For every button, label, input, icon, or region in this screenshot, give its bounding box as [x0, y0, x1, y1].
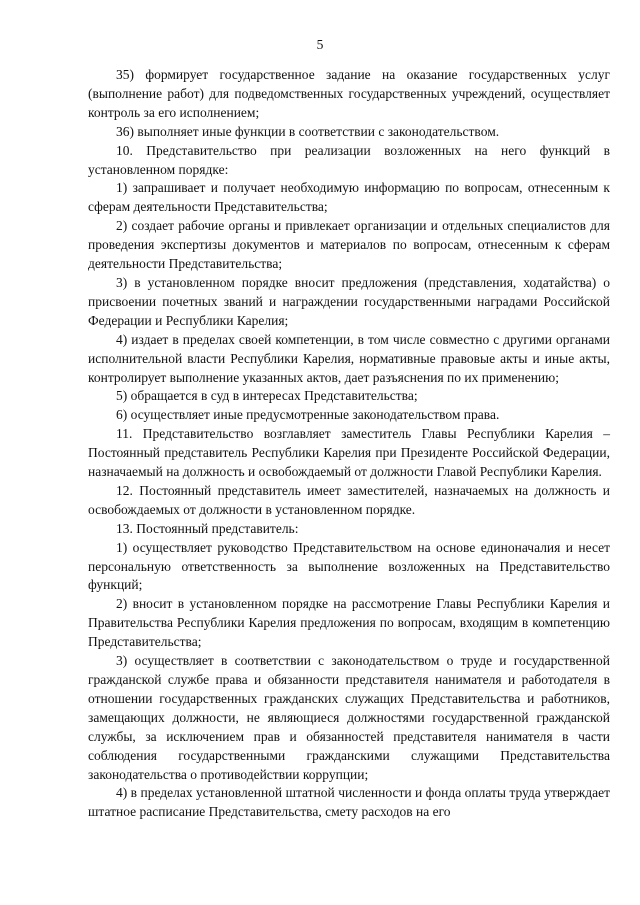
paragraph: 3) осуществляет в соответствии с законодательством о труде и государственной гражданской службе права и обязанности представителя нанимателя и работодателя в отношении государственных гражданских служащих Представительства и работников, замещающих должности, не являющиеся должностями государственной гражданской службы, за исключением прав и обязанностей представителя нанимателя в части соблюдения государственными гражданскими служащими Представительства законодательства о противодействии коррупции;	[88, 653, 610, 782]
paragraph: 4) в пределах установленной штатной численности и фонда оплаты труда утверждает штатное расписание Представительства, смету расходов на его	[88, 785, 610, 820]
paragraph: 6) осуществляет иные предусмотренные законодательством права.	[116, 407, 500, 423]
paragraph: 13. Постоянный представитель:	[116, 520, 299, 536]
paragraph: 5) обращается в суд в интересах Представительства;	[116, 388, 418, 404]
paragraph: 1) осуществляет руководство Представительством на основе единоначалия и несет персональную ответственность за выполнение возложенных на Представительство функций;	[88, 539, 610, 593]
paragraph: 36) выполняет иные функции в соответствии с законодательством.	[116, 123, 500, 139]
page-number: 5	[316, 37, 324, 52]
paragraph: 35) формирует государственное задание на оказание государственных услуг (выполнение работ) для подведомственных государственных учреждений, осуществляет контроль за его исполнением;	[88, 67, 610, 120]
paragraph: 2) создает рабочие органы и привлекает организации и отдельных специалистов для проведения экспертизы документов и материалов по вопросам, отнесенным к сферам деятельности Представительства;	[88, 218, 610, 272]
paragraph: 11. Представительство возглавляет заместитель Главы Республики Карелия – Постоянный представитель Республики Карелия при Президенте Российской Федерации, назначаемый на должность и освобождаемый от должности Главой Республики Карелия.	[88, 426, 610, 480]
paragraph: 1) запрашивает и получает необходимую информацию по вопросам, отнесенным к сферам деятельности Представительства;	[88, 180, 610, 215]
paragraph: 3) в установленном порядке вносит предложения (представления, ходатайства) о присвоении почетных званий и награждении государственными наградами Российской Федерации и Республики Карелия;	[88, 274, 610, 328]
paragraph: 10. Представительство при реализации возложенных на него функций в установленном порядке:	[88, 142, 610, 177]
paragraph: 4) издает в пределах своей компетенции, в том числе совместно с другими органами исполнительной власти Республики Карелия, нормативные правовые акты и иные акты, контролирует выполнение указанных актов, дает разъяснения по их применению;	[88, 331, 610, 385]
document-body	[88, 66, 610, 822]
paragraph: 2) вносит в установленном порядке на рассмотрение Главы Республики Карелия и Правительства Республики Карелия предложения по вопросам, входящим в компетенцию Представительства;	[88, 596, 610, 650]
paragraph: 12. Постоянный представитель имеет заместителей, назначаемых на должность и освобождаемых от должности в установленном порядке.	[88, 482, 610, 517]
